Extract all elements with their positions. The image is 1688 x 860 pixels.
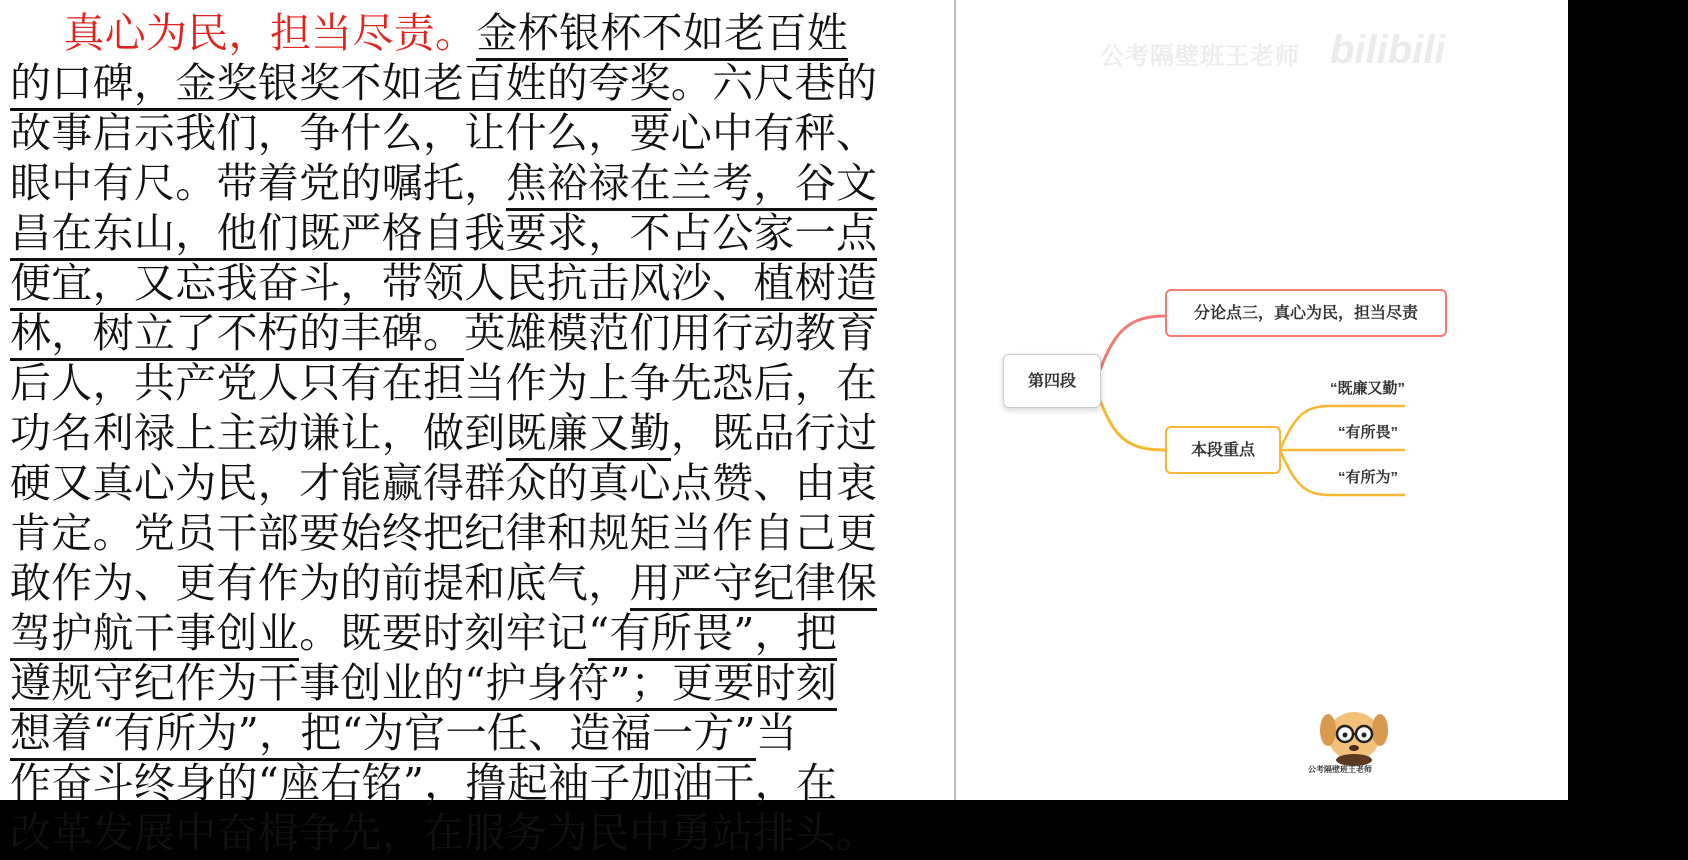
plain-text: 眼中有尺。带着党的嘱托， [10,159,506,207]
plain-text: 英雄模范们用行动教育 [464,309,878,357]
underlined-text: 既廉又勤 [506,409,671,461]
mindmap-branch-claim: 分论点三，真心为民，担当尽责 [1165,289,1447,337]
connector-branch2 [1100,400,1165,450]
text-line: 硬又真心为民，才能赢得群众的真心点赞、由衷 [10,459,878,507]
underlined-text: 林，树立了不朽的丰碑。 [10,309,464,361]
watermark-text: 公考隔壁班王老师 [1100,42,1300,70]
underlined-text: “有所畏”，把 [588,609,837,661]
plain-text: 。既要时刻牢记 [299,609,589,657]
text-line: 后人，共产党人只有在担当作为上争先恐后，在 [10,359,878,407]
text-line: 肯定。党员干部要始终把纪律和规矩当作自己更 [10,509,878,557]
teacher-caption: 公考隔壁班王老师 [1308,765,1372,774]
underlined-text: 遵规守纪作为干事创业的“护身符”；更要时刻 [10,659,837,711]
mindmap-leaf-2: “有所畏” [1338,424,1399,441]
plain-text: 功名利禄上主动谦让，做到 [10,409,506,457]
mindmap-leaf-1: “既廉又勤” [1330,380,1406,397]
text-line: 改革发展中奋楫争先，在服务为民中勇站排头。 [10,809,878,857]
underlined-text: 昌在东山，他们既严格自我要求，不占公家一点 [10,209,877,261]
plain-text: 当 [755,709,798,757]
connector-branch1 [1100,316,1165,370]
teacher-avatar [1308,700,1396,780]
underlined-text: 驾护航干事创业 [10,609,299,661]
underlined-text: 的口碑，金奖银奖不如老百姓的夸奖 [10,59,671,111]
underlined-text: 用严守纪律保 [630,559,878,611]
underlined-text: 金杯银杯不如老百姓 [476,9,848,61]
heading-red: 真心为民，担当尽责。 [63,9,477,57]
mindmap-leaf-3: “有所为” [1338,469,1399,486]
underlined-text: 想着“有所为”，把“为官一任、造福一方” [10,709,756,761]
mindmap-root: 第四段 [1003,354,1101,408]
text-line: 故事启示我们，争什么，让什么，要心中有秤、 [10,109,878,157]
dog-icon [1312,700,1396,766]
bilibili-logo: bilibili [1330,28,1446,72]
underlined-text: 焦裕禄在兰考，谷文 [506,159,878,211]
plain-text: ，既品行过 [670,409,878,457]
underlined-text: 便宜，又忘我奋斗，带领人民抗击风沙、植树造 [10,259,877,311]
text-line: 作奋斗终身的“座右铭”，撸起袖子加油干，在 [10,759,838,807]
mindmap-branch-keypoints: 本段重点 [1165,426,1281,474]
plain-text: 。六尺巷的 [670,59,878,107]
plain-text: 敢作为、更有作为的前提和底气， [10,559,630,607]
